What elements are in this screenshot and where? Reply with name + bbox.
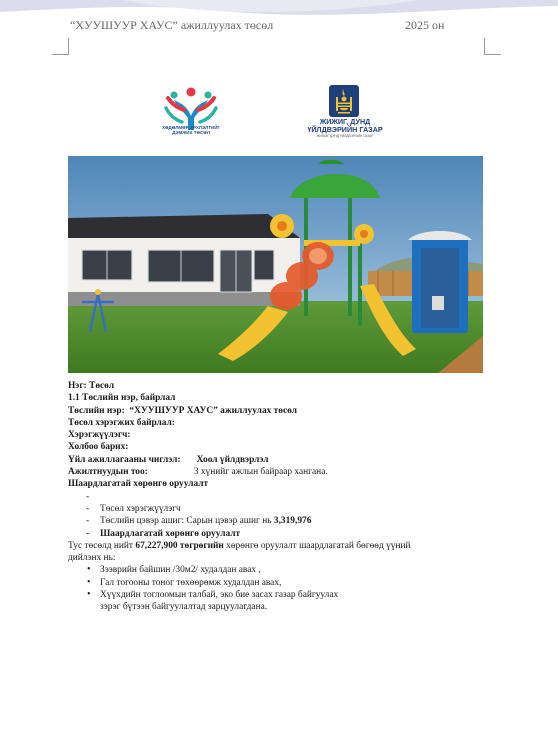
activity-label: Үйл ажиллагааны чиглэл: — [68, 454, 181, 465]
list-item: • Зээврийн байшин /30м2/ худалдан авах , — [68, 564, 488, 576]
section-heading: Нэг: Төсөл — [68, 381, 115, 391]
right-logo-line1: ЖИЖИГ, ДУНД — [319, 117, 371, 126]
contact-label: Холбоо барих: — [68, 442, 129, 453]
summary-line-2: дийлэнх нь: — [68, 553, 116, 564]
right-logo-text — [300, 118, 390, 138]
summary-prefix: Тус төсөлд нийт — [68, 540, 136, 551]
crop-mark-right — [484, 38, 501, 55]
workers-value: 3 хүнийг ажлын байраар хангана. — [193, 467, 328, 478]
bullet-continuation: зэрэг бүтээн байгуулалтад зарцуулагдана. — [100, 602, 268, 613]
location-label: Төсөл хэрэгжих байрлал: — [68, 417, 175, 428]
funding-heading: Шаардлагатай хөрөнгө оруулалт — [68, 479, 209, 490]
project-name-label: Төслийн нэр: — [68, 405, 125, 416]
profit-text: Төслийн цэвэр ашиг: Сарын цэвэр ашиг нь — [100, 516, 274, 527]
subsection-heading: 1.1 Төслийн нэр, байрлал — [68, 393, 176, 404]
summary-suffix: хөрөнгө оруулалт шаардлагатай бөгөөд үүний — [223, 540, 411, 551]
profit-value: 3,319,976 — [273, 516, 312, 527]
list-item — [68, 491, 488, 503]
crop-mark-left — [52, 38, 69, 55]
header-year: 2025 он — [405, 18, 445, 32]
list-item: - Шаардлагатай хөрөнгө оруулалт — [68, 528, 488, 540]
header-title: “ХУУШУУР ХАУС” ажиллуулах төсөл — [70, 18, 274, 32]
project-name-value: “ХУУШУУР ХАУС” ажиллуулах төсөл — [129, 405, 298, 416]
soyombo-emblem-icon — [329, 85, 359, 117]
document-body — [68, 380, 488, 614]
workers-label: Ажилтнуудын тоо: — [68, 467, 148, 478]
activity-value: Хоол үйлдвэрлэл — [196, 454, 269, 465]
bullet-list — [68, 564, 488, 613]
summary-line-1 — [68, 540, 488, 552]
right-logo-subtitle: ЖИЖИГ ДУНД ҮЙЛДВЭРИЙН ГАЗАР — [316, 134, 374, 138]
implementer-label: Хэрэгжүүлэгч: — [68, 430, 131, 441]
list-item: • Хүүхдийн тоглоомын талбай, эко бие засах газар байгуулах — [68, 589, 488, 601]
list-item — [68, 515, 488, 527]
playground-photo — [68, 156, 483, 373]
left-logo-caption-line2: ДЭМЖИХ ТӨСӨЛ — [172, 130, 210, 135]
summary-amount: 67,227,900 төгрөгийн — [135, 540, 224, 551]
left-logo-caption-line1: ХӨДӨЛМӨР ЭРХЛЭЛТИЙГ — [161, 125, 220, 130]
left-logo-caption — [156, 125, 226, 135]
activity-row — [68, 454, 488, 466]
list-item: • Гал тогооны тоног төхөөрөмж худалдан авах, — [68, 577, 488, 589]
project-name-row — [68, 405, 488, 417]
right-logo-line2: ҮЙЛДВЭРИЙН ГАЗАР — [307, 125, 383, 134]
list-item: - Төсөл хэрэгжүүлэгч — [68, 503, 488, 515]
workers-row — [68, 466, 488, 478]
dash-list — [68, 491, 488, 540]
